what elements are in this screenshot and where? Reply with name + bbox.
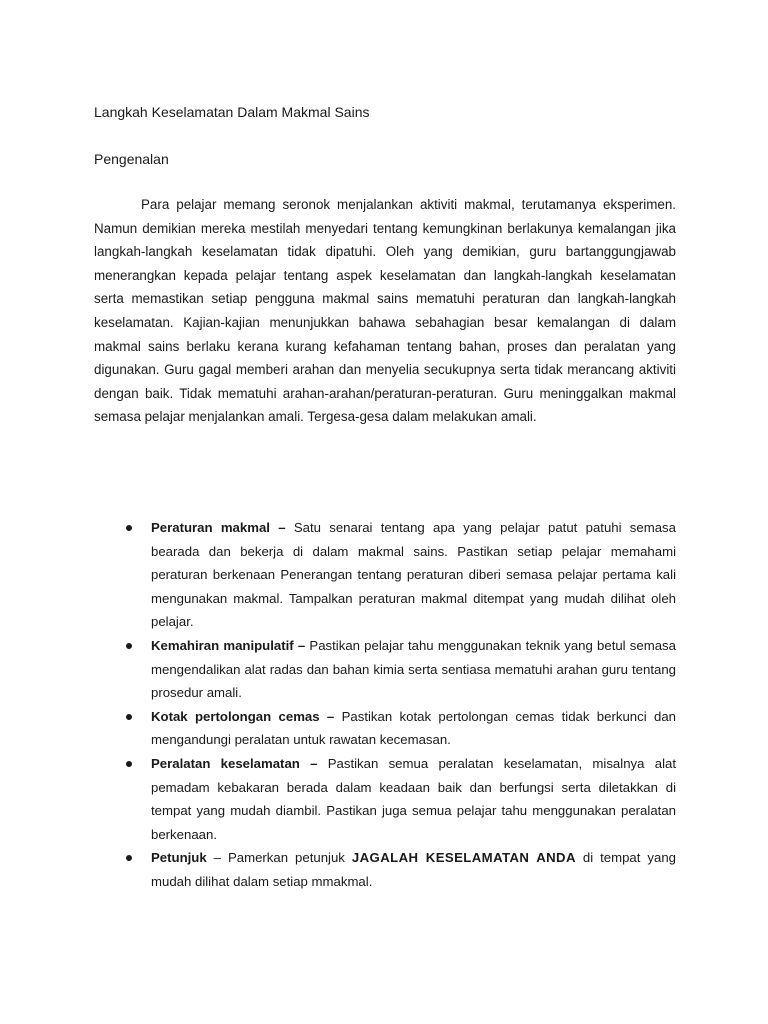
intro-paragraph: Para pelajar memang seronok menjalankan aktiviti makmal, terutamanya eksperimen. Namun demikian mereka mestilah menyedari tentang kemungkinan berlakunya kemalangan jika langkah-langkah keselamatan tidak dipatuhi. Oleh yang demikian, guru bartanggungjawab menerangkan kepada pelajar tentang aspek keselamatan dan langkah-langkah keselamatan serta memastikan setiap pengguna makmal sains mematuhi peraturan dan langkah-langkah keselamatan. Kajian-kajian menunjukkan bahawa sebahagian besar kemalangan di dalam makmal sains berlaku kerana kurang kefahaman tentang bahan, proses dan peralatan yang digunakan. Guru gagal memberi arahan dan menyelia secukupnya serta tidak merancang aktiviti dengan baik. Tidak mematuhi arahan-arahan/peraturan-peraturan. Guru meninggalkan makmal semasa pelajar menjalankan amali. Tergesa-gesa dalam melakukan amali. (94, 197, 676, 425)
bullet-term: Kotak pertolongan cemas – (151, 708, 335, 724)
bullet-term: Peralatan keselamatan – (151, 755, 318, 771)
bullet-text-after: di tempat yang mudah dilihat dalam setiap mmakmal. (151, 850, 676, 889)
bullet-term: Petunjuk (151, 850, 207, 866)
bullet-dot-icon (126, 643, 132, 649)
bullet-dot-icon (126, 761, 132, 767)
bullet-item-kotak-pertolongan-cemas (122, 705, 676, 752)
bullet-dot-icon (126, 855, 132, 861)
bullet-text: Pastikan semua peralatan keselamatan, misalnya alat pemadam kebakaran berada dalam keadaan baik dan berfungsi serta diletakkan di tempat yang mudah diambil. Pastikan juga semua pelajar tahu menggunakan peralatan berkenaan. (151, 755, 677, 842)
bullet-dot-icon (126, 525, 132, 531)
safety-bullet-list (122, 516, 676, 894)
bullet-dot-icon (126, 714, 132, 720)
bullet-text: – Pamerkan petunjuk (206, 850, 352, 866)
bullet-text: Pastikan kotak pertolongan cemas tidak berkunci dan mengandungi peralatan untuk rawatan kecemasan. (151, 708, 676, 748)
bullet-emphasis: JAGALAH KESELAMATAN ANDA (351, 850, 576, 866)
bullet-term: Kemahiran manipulatif – (151, 637, 306, 653)
bullet-item-petunjuk (122, 846, 676, 893)
bullet-item-peralatan-keselamatan (122, 752, 676, 846)
bullet-term: Peraturan makmal – (151, 520, 286, 535)
bullet-item-peraturan-makmal (122, 516, 676, 634)
section-heading: Pengenalan (94, 151, 169, 167)
bullet-text: Pastikan pelajar tahu menggunakan teknik yang betul semasa mengendalikan alat radas dan bahan kimia serta sentiasa mematuhi arahan guru tentang prosedur amali. (151, 637, 676, 701)
bullet-item-kemahiran-manipulatif (122, 634, 676, 705)
bullet-text: Satu senarai tentang apa yang pelajar patut patuhi semasa bearada dan bekerja di dalam makmal sains. Pastikan setiap pelajar memahami peraturan berkenaan Penerangan tentang peraturan diberi semasa pelajar pertama kali mengunakan makmal. Tampalkan peraturan makmal ditempat yang mudah dilihat oleh pelajar. (151, 520, 676, 630)
document-title: Langkah Keselamatan Dalam Makmal Sains (94, 104, 370, 120)
